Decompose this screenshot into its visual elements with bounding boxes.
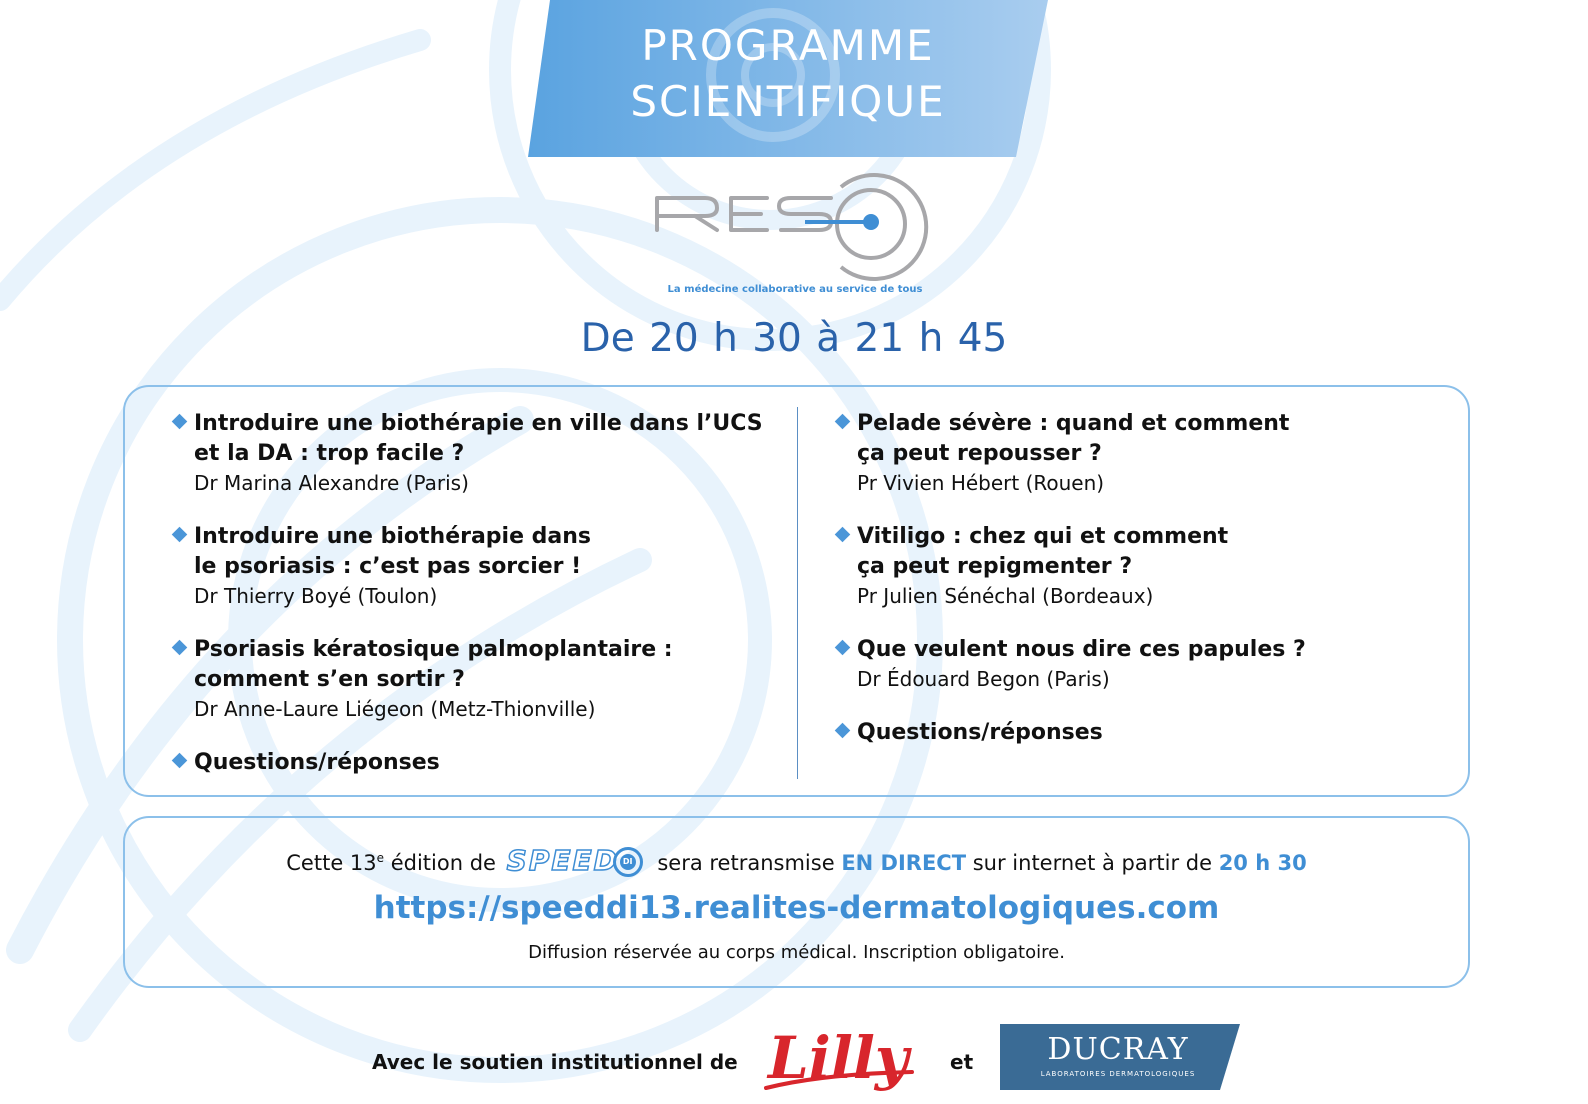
disclaimer-text: Diffusion réservée au corps médical. Inscription obligatoire. — [528, 942, 1065, 963]
start-time-highlight: 20 h 30 — [1218, 851, 1307, 875]
program-item-speaker: Dr Édouard Begon (Paris) — [857, 667, 1110, 691]
reso-logo-mark — [655, 172, 935, 282]
program-item-title: Introduire une biothérapie dans le psoriasis : c’est pas sorcier ! — [194, 524, 592, 579]
program-column-right — [836, 409, 1436, 773]
broadcast-info-line — [125, 844, 1468, 884]
sponsor-and: et — [950, 1050, 974, 1074]
program-item — [173, 409, 773, 497]
page-title — [528, 18, 1048, 130]
program-item-title: Questions/réponses — [194, 750, 440, 775]
column-divider — [797, 407, 798, 779]
title-line-1: PROGRAMME — [641, 21, 935, 70]
program-box — [123, 385, 1470, 797]
sponsor-label: Avec le soutien institutionnel de — [372, 1050, 738, 1074]
diamond-bullet-icon — [835, 640, 851, 656]
event-url-link[interactable]: https://speeddi13.realites-dermatologiques.com — [373, 890, 1220, 926]
program-item-speaker: Pr Julien Sénéchal (Bordeaux) — [857, 584, 1154, 608]
program-column-left — [173, 409, 773, 803]
logo-tagline: La médecine collaborative au service de tous — [667, 284, 923, 295]
program-item — [836, 718, 1436, 748]
program-item-title: Psoriasis kératosique palmoplantaire : comment s’en sortir ? — [194, 637, 673, 692]
speeddi-badge: DI — [620, 854, 636, 870]
program-item — [173, 522, 773, 610]
program-item-speaker: Pr Vivien Hébert (Rouen) — [857, 471, 1105, 495]
diamond-bullet-icon — [835, 723, 851, 739]
program-item — [173, 635, 773, 723]
program-item-title: Questions/réponses — [857, 720, 1103, 745]
program-item-title: Que veulent nous dire ces papules ? — [857, 637, 1306, 662]
ducray-logo-name: DUCRAY — [1047, 1032, 1189, 1067]
info-superscript: e — [376, 851, 385, 865]
program-item-title: Introduire une biothérapie en ville dans l’UCS et la DA : trop facile ? — [194, 411, 763, 466]
program-item — [836, 522, 1436, 610]
info-text-part3: sera retransmise — [657, 851, 835, 875]
diamond-bullet-icon — [172, 527, 188, 543]
program-item-speaker: Dr Thierry Boyé (Toulon) — [194, 584, 438, 608]
speeddi-logo — [507, 842, 647, 882]
diamond-bullet-icon — [835, 414, 851, 430]
diamond-bullet-icon — [172, 753, 188, 769]
ducray-logo-subtitle: LABORATOIRES DERMATOLOGIQUES — [1040, 1070, 1196, 1078]
diamond-bullet-icon — [835, 527, 851, 543]
lilly-logo-mark — [762, 1022, 930, 1104]
reso-logo — [655, 172, 935, 312]
ducray-logo — [1000, 1024, 1240, 1090]
diamond-bullet-icon — [172, 640, 188, 656]
time-heading: De 20 h 30 à 21 h 45 — [580, 316, 1008, 361]
program-item — [836, 409, 1436, 497]
program-item-speaker: Dr Anne-Laure Liégeon (Metz-Thionville) — [194, 697, 596, 721]
program-item — [836, 635, 1436, 693]
lilly-logo-text: Lilly — [768, 1024, 909, 1092]
program-item-speaker: Dr Marina Alexandre (Paris) — [194, 471, 469, 495]
live-highlight: EN DIRECT — [841, 851, 967, 875]
broadcast-info-box — [123, 816, 1470, 988]
info-text-part2: édition de — [390, 851, 496, 875]
program-item-title: Vitiligo : chez qui et comment ça peut repigmenter ? — [857, 524, 1229, 579]
header-banner — [528, 0, 1048, 157]
program-item — [173, 748, 773, 778]
lilly-logo — [762, 1022, 930, 1104]
diamond-bullet-icon — [172, 414, 188, 430]
info-text-part1: Cette 13 — [286, 851, 377, 875]
info-text-part4: sur internet à partir de — [972, 851, 1212, 875]
title-line-2: SCIENTIFIQUE — [630, 77, 946, 126]
program-item-title: Pelade sévère : quand et comment ça peut repousser ? — [857, 411, 1290, 466]
speeddi-logo-text: SPEED — [506, 844, 619, 877]
